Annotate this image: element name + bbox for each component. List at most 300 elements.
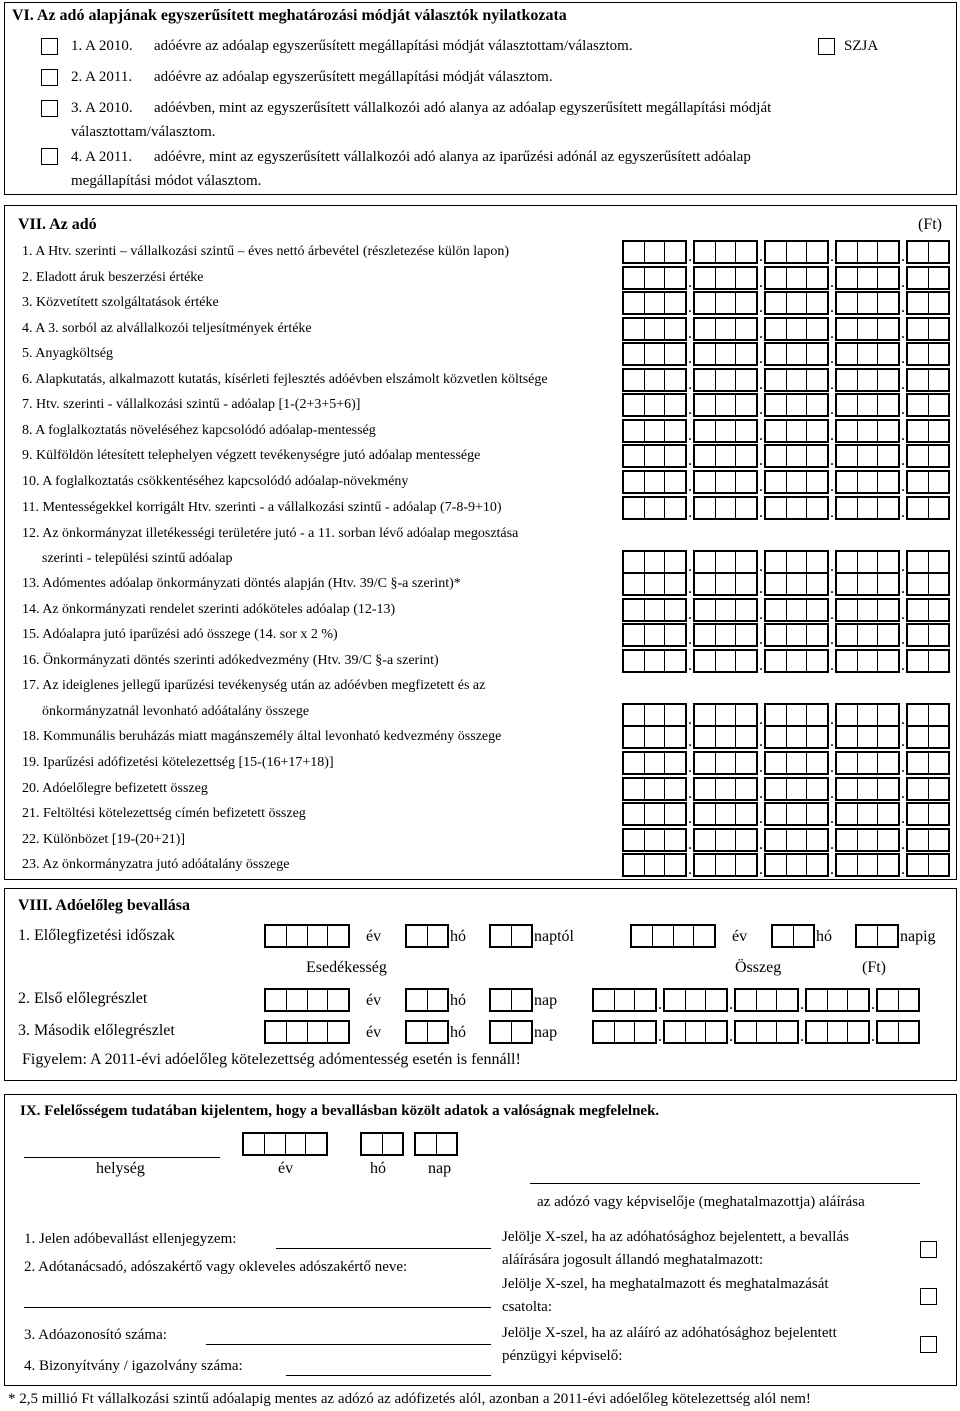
row-21-amount-group-5[interactable] — [906, 802, 950, 826]
row-3-amount-group-4[interactable] — [835, 291, 900, 315]
thousands-separator: . — [729, 1028, 733, 1045]
row-20-amount-group-1[interactable] — [622, 777, 687, 801]
first-installment-label: 2. Első előlegrészlet — [18, 990, 148, 1007]
row-20-amount-group-3[interactable] — [764, 777, 829, 801]
row-11-amount-group-2[interactable] — [693, 496, 758, 520]
check-1-text: Jelölje X-szel, ha az adóhatósághoz bejelentett, a bevallás — [502, 1229, 849, 1245]
row-10-amount-group-2[interactable] — [693, 470, 758, 494]
row-3-amount-group-3[interactable] — [764, 291, 829, 315]
thousands-separator: . — [901, 274, 905, 291]
period-to-day[interactable] — [855, 924, 899, 948]
thousands-separator: . — [830, 325, 834, 342]
row-15-amount-group-1[interactable] — [622, 623, 687, 647]
period-from-day[interactable] — [489, 924, 533, 948]
row-23-amount-group-4[interactable] — [835, 853, 900, 877]
row-3-amount-group-5[interactable] — [906, 291, 950, 315]
row-21-label: 21. Feltöltési kötelezettség címén befizetett összeg — [22, 806, 306, 821]
thousands-separator: . — [688, 452, 692, 469]
thousands-separator: . — [759, 248, 763, 265]
row-5-amount-group-2[interactable] — [693, 342, 758, 366]
row-15-amount-group-5[interactable] — [906, 623, 950, 647]
thousands-separator: . — [759, 657, 763, 674]
second-due-year-label: év — [366, 1024, 382, 1041]
second-due-month-label: hó — [450, 1024, 466, 1041]
row-18-amount-group-5[interactable] — [906, 725, 950, 749]
first-due-day[interactable] — [489, 988, 533, 1012]
row-16-label: 16. Önkormányzati döntés szerinti adókedvezmény (Htv. 39/C §-a szerint) — [22, 653, 439, 668]
row-1-amount-group-2[interactable] — [693, 240, 758, 264]
row-23-amount-group-1[interactable] — [622, 853, 687, 877]
thousands-separator: . — [901, 711, 905, 728]
row-8-amount-group-2[interactable] — [693, 419, 758, 443]
row-22-amount-group-3[interactable] — [764, 828, 829, 852]
thousands-separator: . — [759, 861, 763, 878]
row-18-label: 18. Kommunális beruházás miatt magánszemély által levonható kedvezmény összege — [22, 729, 502, 744]
row-8-amount-group-1[interactable] — [622, 419, 687, 443]
certificate-label: 4. Bizonyítvány / igazolvány száma: — [24, 1358, 243, 1374]
day-label: nap — [428, 1160, 452, 1177]
attached-proxy-checkbox[interactable] — [920, 1288, 937, 1305]
thousands-separator: . — [830, 504, 834, 521]
row-4-amount-group-5[interactable] — [906, 317, 950, 341]
section-vii-title: VII. Az adó — [18, 216, 97, 233]
row-9-amount-group-1[interactable] — [622, 444, 687, 468]
thousands-separator: . — [800, 996, 804, 1013]
row-13-amount-group-3[interactable] — [764, 572, 829, 596]
thousands-separator: . — [830, 785, 834, 802]
row-6-amount-group-2[interactable] — [693, 368, 758, 392]
check-3-text: Jelölje X-szel, ha az aláíró az adóhatósághoz bejelentett — [502, 1325, 837, 1341]
thousands-separator: . — [688, 299, 692, 316]
sign-month[interactable] — [360, 1132, 404, 1156]
option-1-checkbox[interactable] — [41, 38, 58, 55]
advisor-name-line[interactable] — [24, 1307, 491, 1308]
row-9-amount-group-4[interactable] — [835, 444, 900, 468]
first-amount-group-2[interactable] — [663, 988, 728, 1012]
row-15-label: 15. Adóalapra jutó iparűzési adó összege (14. sor x 2 %) — [22, 627, 338, 642]
thousands-separator: . — [901, 836, 905, 853]
row-3-amount-group-2[interactable] — [693, 291, 758, 315]
row-13-amount-group-2[interactable] — [693, 572, 758, 596]
row-22-amount-group-5[interactable] — [906, 828, 950, 852]
thousands-separator: . — [759, 759, 763, 776]
row-10-amount-group-1[interactable] — [622, 470, 687, 494]
first-amount-group-5[interactable] — [876, 988, 920, 1012]
row-21-amount-group-1[interactable] — [622, 802, 687, 826]
option-4-num: 4. A 2011. — [71, 149, 133, 165]
warning-text: Figyelem: A 2011-évi adóelőleg kötelezettség adómentesség esetén is fennáll! — [22, 1051, 521, 1068]
row-16-amount-group-1[interactable] — [622, 649, 687, 673]
option-3-num: 3. A 2010. — [71, 100, 133, 116]
thousands-separator: . — [830, 861, 834, 878]
first-due-month-label: hó — [450, 992, 466, 1009]
thousands-separator: . — [800, 1028, 804, 1045]
second-due-year[interactable] — [264, 1020, 350, 1044]
row-4-amount-group-4[interactable] — [835, 317, 900, 341]
row-11-amount-group-1[interactable] — [622, 496, 687, 520]
thousands-separator: . — [830, 248, 834, 265]
row-23-amount-group-2[interactable] — [693, 853, 758, 877]
thousands-separator: . — [901, 631, 905, 648]
option-4-checkbox[interactable] — [41, 148, 58, 165]
row-15-amount-group-4[interactable] — [835, 623, 900, 647]
thousands-separator: . — [830, 657, 834, 674]
thousands-separator: . — [901, 733, 905, 750]
row-4-amount-group-2[interactable] — [693, 317, 758, 341]
row-17-amount-group-4[interactable] — [835, 703, 900, 727]
row-1-label: 1. A Htv. szerinti – vállalkozási szintű – éves nettó árbevétel (részletezése külön lapon) — [22, 244, 509, 259]
row-10-amount-group-4[interactable] — [835, 470, 900, 494]
first-due-year[interactable] — [264, 988, 350, 1012]
row-21-amount-group-4[interactable] — [835, 802, 900, 826]
row-9-amount-group-3[interactable] — [764, 444, 829, 468]
period-from-day-label: naptól — [534, 928, 574, 945]
thousands-separator: . — [658, 1028, 662, 1045]
thousands-separator: . — [759, 350, 763, 367]
thousands-separator: . — [688, 759, 692, 776]
option-3-checkbox[interactable] — [41, 100, 58, 117]
thousands-separator: . — [688, 657, 692, 674]
row-5-amount-group-5[interactable] — [906, 342, 950, 366]
thousands-separator: . — [688, 558, 692, 575]
row-12-amount-group-5[interactable] — [906, 550, 950, 574]
row-18-amount-group-1[interactable] — [622, 725, 687, 749]
tax-id-label: 3. Adóazonosító száma: — [24, 1327, 167, 1343]
thousands-separator: . — [830, 759, 834, 776]
row-16-amount-group-3[interactable] — [764, 649, 829, 673]
option-3-text: adóévben, mint az egyszerűsített vállalkozói adó alanya az adóalap egyszerűsített megállapítási módját — [154, 100, 772, 116]
row-11-label: 11. Mentességekkel korrigált Htv. szerinti - a vállalkozási szintű - adóalap (7-8-9+10) — [22, 500, 502, 515]
thousands-separator: . — [759, 452, 763, 469]
row-19-amount-group-4[interactable] — [835, 751, 900, 775]
thousands-separator: . — [688, 504, 692, 521]
row-19-label: 19. Iparűzési adófizetési kötelezettség [15-(16+17+18)] — [22, 755, 334, 770]
row-22-amount-group-2[interactable] — [693, 828, 758, 852]
row-10-amount-group-5[interactable] — [906, 470, 950, 494]
row-20-amount-group-5[interactable] — [906, 777, 950, 801]
thousands-separator: . — [830, 810, 834, 827]
row-12-amount-group-2[interactable] — [693, 550, 758, 574]
section-viii-title: VIII. Adóelőleg bevallása — [18, 897, 191, 914]
row-13-amount-group-1[interactable] — [622, 572, 687, 596]
second-due-day[interactable] — [489, 1020, 533, 1044]
row-4-label: 4. A 3. sorból az alvállalkozói teljesítmények értéke — [22, 321, 312, 336]
row-13-label: 13. Adómentes adóalap önkormányzati döntés alapján (Htv. 39/C §-a szerint)* — [22, 576, 461, 591]
thousands-separator: . — [830, 401, 834, 418]
place-line — [24, 1157, 220, 1158]
check-1-text-cont: aláírására jogosult állandó meghatalmazott: — [502, 1252, 764, 1268]
row-16-amount-group-5[interactable] — [906, 649, 950, 673]
row-23-amount-group-3[interactable] — [764, 853, 829, 877]
row-2-amount-group-1[interactable] — [622, 266, 687, 290]
thousands-separator: . — [759, 504, 763, 521]
row-4-amount-group-1[interactable] — [622, 317, 687, 341]
thousands-separator: . — [901, 657, 905, 674]
amount-unit: (Ft) — [862, 959, 886, 976]
period-from-month[interactable] — [405, 924, 449, 948]
row-19-amount-group-5[interactable] — [906, 751, 950, 775]
row-1-amount-group-1[interactable] — [622, 240, 687, 264]
row-11-amount-group-5[interactable] — [906, 496, 950, 520]
row-17-amount-group-1[interactable] — [622, 703, 687, 727]
thousands-separator: . — [759, 274, 763, 291]
row-11-amount-group-3[interactable] — [764, 496, 829, 520]
thousands-separator: . — [830, 452, 834, 469]
thousands-separator: . — [901, 504, 905, 521]
row-14-amount-group-1[interactable] — [622, 598, 687, 622]
thousands-separator: . — [901, 580, 905, 597]
row-7-amount-group-1[interactable] — [622, 393, 687, 417]
section-vii-unit: (Ft) — [918, 216, 942, 233]
row-12-amount-group-1[interactable] — [622, 550, 687, 574]
row-6-label: 6. Alapkutatás, alkalmazott kutatás, kísérleti fejlesztés adóévben elszámolt közvetlen költsége — [22, 372, 548, 387]
row-21-amount-group-2[interactable] — [693, 802, 758, 826]
sign-year[interactable] — [242, 1132, 328, 1156]
thousands-separator: . — [688, 350, 692, 367]
row-14-amount-group-4[interactable] — [835, 598, 900, 622]
second-amount-group-3[interactable] — [734, 1020, 799, 1044]
thousands-separator: . — [759, 580, 763, 597]
row-19-amount-group-1[interactable] — [622, 751, 687, 775]
thousands-separator: . — [688, 248, 692, 265]
signature-label: az adózó vagy képviselője (meghatalmazottja) aláírása — [537, 1194, 865, 1210]
thousands-separator: . — [688, 711, 692, 728]
thousands-separator: . — [830, 350, 834, 367]
financial-rep-checkbox[interactable] — [920, 1336, 937, 1353]
option-2-checkbox[interactable] — [41, 69, 58, 86]
row-7-amount-group-5[interactable] — [906, 393, 950, 417]
thousands-separator: . — [688, 836, 692, 853]
thousands-separator: . — [830, 733, 834, 750]
thousands-separator: . — [830, 478, 834, 495]
row-23-amount-group-5[interactable] — [906, 853, 950, 877]
thousands-separator: . — [901, 325, 905, 342]
period-to-year-label: év — [732, 928, 748, 945]
thousands-separator: . — [759, 376, 763, 393]
first-amount-group-1[interactable] — [592, 988, 657, 1012]
row-13-amount-group-4[interactable] — [835, 572, 900, 596]
first-amount-group-4[interactable] — [805, 988, 870, 1012]
thousands-separator: . — [901, 452, 905, 469]
row-8-amount-group-3[interactable] — [764, 419, 829, 443]
place-label: helység — [96, 1160, 145, 1177]
row-11-amount-group-4[interactable] — [835, 496, 900, 520]
footnote: * 2,5 millió Ft vállalkozási szintű adóalapig mentes az adózó az adófizetés alól, azonban a 2011-évi adóelőleg kötelezettség alól nem! — [8, 1391, 811, 1407]
thousands-separator: . — [830, 299, 834, 316]
row-12-amount-group-3[interactable] — [764, 550, 829, 574]
row-16-amount-group-4[interactable] — [835, 649, 900, 673]
thousands-separator: . — [688, 810, 692, 827]
szja-label: SZJA — [844, 38, 879, 54]
row-9-amount-group-5[interactable] — [906, 444, 950, 468]
thousands-separator: . — [759, 299, 763, 316]
row-17-amount-group-5[interactable] — [906, 703, 950, 727]
row-1-amount-group-5[interactable] — [906, 240, 950, 264]
thousands-separator: . — [759, 785, 763, 802]
certificate-line[interactable] — [286, 1375, 491, 1376]
thousands-separator: . — [658, 996, 662, 1013]
period-from-month-label: hó — [450, 928, 466, 945]
thousands-separator: . — [759, 427, 763, 444]
row-17-amount-group-2[interactable] — [693, 703, 758, 727]
row-16-amount-group-2[interactable] — [693, 649, 758, 673]
row-9-label: 9. Külföldön létesített telephelyen végzett tevékenységre jutó adóalap mentessége — [22, 448, 481, 463]
option-4-text-cont: megállapítási módot választom. — [71, 173, 262, 189]
row-20-label: 20. Adóelőlegre befizetett összeg — [22, 781, 208, 796]
row-6-amount-group-1[interactable] — [622, 368, 687, 392]
row-3-amount-group-1[interactable] — [622, 291, 687, 315]
row-1-amount-group-4[interactable] — [835, 240, 900, 264]
row-12-label-cont: szerinti - települési szintű adóalap — [42, 551, 233, 566]
thousands-separator: . — [901, 810, 905, 827]
thousands-separator: . — [688, 478, 692, 495]
row-18-amount-group-2[interactable] — [693, 725, 758, 749]
period-to-month[interactable] — [771, 924, 815, 948]
thousands-separator: . — [759, 711, 763, 728]
thousands-separator: . — [729, 996, 733, 1013]
thousands-separator: . — [688, 733, 692, 750]
row-6-amount-group-3[interactable] — [764, 368, 829, 392]
thousands-separator: . — [688, 427, 692, 444]
second-amount-group-1[interactable] — [592, 1020, 657, 1044]
thousands-separator: . — [688, 325, 692, 342]
thousands-separator: . — [901, 558, 905, 575]
row-2-amount-group-2[interactable] — [693, 266, 758, 290]
first-due-year-label: év — [366, 992, 382, 1009]
row-12-amount-group-4[interactable] — [835, 550, 900, 574]
first-due-month[interactable] — [405, 988, 449, 1012]
row-17-amount-group-3[interactable] — [764, 703, 829, 727]
thousands-separator: . — [830, 274, 834, 291]
thousands-separator: . — [871, 996, 875, 1013]
thousands-separator: . — [759, 325, 763, 342]
thousands-separator: . — [688, 861, 692, 878]
thousands-separator: . — [759, 401, 763, 418]
second-amount-group-2[interactable] — [663, 1020, 728, 1044]
countersign-line[interactable] — [276, 1248, 491, 1249]
row-8-amount-group-4[interactable] — [835, 419, 900, 443]
row-5-amount-group-4[interactable] — [835, 342, 900, 366]
section-ix-title: IX. Felelősségem tudatában kijelentem, hogy a bevallásban közölt adatok a valóságnak megfelelnek. — [20, 1103, 660, 1119]
option-4-text: adóévre, mint az egyszerűsített vállalkozói adó alanya az iparűzési adónál az egyszerűsített adóalap — [154, 149, 751, 165]
row-19-amount-group-3[interactable] — [764, 751, 829, 775]
second-due-month[interactable] — [405, 1020, 449, 1044]
advisor-name-label: 2. Adótanácsadó, adószakértő vagy okleveles adószakértő neve: — [24, 1259, 408, 1275]
check-2-text: Jelölje X-szel, ha meghatalmazott és meghatalmazását — [502, 1276, 829, 1292]
row-21-amount-group-3[interactable] — [764, 802, 829, 826]
row-9-amount-group-2[interactable] — [693, 444, 758, 468]
row-22-amount-group-4[interactable] — [835, 828, 900, 852]
first-due-day-label: nap — [534, 992, 558, 1009]
thousands-separator: . — [688, 580, 692, 597]
period-from-year[interactable] — [264, 924, 350, 948]
row-17-label: 17. Az ideiglenes jellegű iparűzési tevékenység után az adóévben megfizetett és az — [22, 678, 486, 693]
row-18-amount-group-3[interactable] — [764, 725, 829, 749]
row-2-amount-group-4[interactable] — [835, 266, 900, 290]
thousands-separator: . — [759, 836, 763, 853]
option-3-text-cont: választottam/választom. — [71, 124, 216, 140]
row-12-label: 12. Az önkormányzat illetékességi területére jutó - a 11. sorban lévő adóalap megosztása — [22, 526, 519, 541]
thousands-separator: . — [901, 861, 905, 878]
row-6-amount-group-4[interactable] — [835, 368, 900, 392]
due-date-header: Esedékesség — [306, 959, 387, 976]
thousands-separator: . — [688, 401, 692, 418]
option-2-num: 2. A 2011. — [71, 69, 133, 85]
second-amount-group-5[interactable] — [876, 1020, 920, 1044]
row-2-amount-group-3[interactable] — [764, 266, 829, 290]
period-to-day-label: napig — [900, 928, 936, 945]
row-14-label: 14. Az önkormányzati rendelet szerinti adóköteles adóalap (12-13) — [22, 602, 396, 617]
row-4-amount-group-3[interactable] — [764, 317, 829, 341]
permanent-proxy-checkbox[interactable] — [920, 1241, 937, 1258]
row-6-amount-group-5[interactable] — [906, 368, 950, 392]
option-2-text: adóévre az adóalap egyszerűsített megállapítási módját választom. — [154, 69, 553, 85]
thousands-separator: . — [830, 376, 834, 393]
amount-header: Összeg — [735, 959, 782, 976]
period-to-year[interactable] — [630, 924, 716, 948]
row-14-amount-group-2[interactable] — [693, 598, 758, 622]
thousands-separator: . — [871, 1028, 875, 1045]
thousands-separator: . — [901, 350, 905, 367]
thousands-separator: . — [830, 631, 834, 648]
row-7-amount-group-4[interactable] — [835, 393, 900, 417]
row-7-amount-group-2[interactable] — [693, 393, 758, 417]
row-8-amount-group-5[interactable] — [906, 419, 950, 443]
thousands-separator: . — [688, 785, 692, 802]
period-from-year-label: év — [366, 928, 382, 945]
row-5-amount-group-3[interactable] — [764, 342, 829, 366]
thousands-separator: . — [759, 810, 763, 827]
sign-day[interactable] — [414, 1132, 458, 1156]
row-10-amount-group-3[interactable] — [764, 470, 829, 494]
check-2-text-cont: csatolta: — [502, 1299, 552, 1315]
row-14-amount-group-5[interactable] — [906, 598, 950, 622]
row-1-amount-group-3[interactable] — [764, 240, 829, 264]
thousands-separator: . — [901, 299, 905, 316]
row-7-amount-group-3[interactable] — [764, 393, 829, 417]
thousands-separator: . — [688, 631, 692, 648]
row-17-label-cont: önkormányzatnál levonható adóátalány összege — [42, 704, 310, 719]
row-8-label: 8. A foglalkoztatás növeléséhez kapcsolódó adóalap-mentesség — [22, 423, 376, 438]
thousands-separator: . — [759, 558, 763, 575]
thousands-separator: . — [901, 248, 905, 265]
row-5-amount-group-1[interactable] — [622, 342, 687, 366]
row-20-amount-group-4[interactable] — [835, 777, 900, 801]
thousands-separator: . — [830, 711, 834, 728]
thousands-separator: . — [830, 580, 834, 597]
row-19-amount-group-2[interactable] — [693, 751, 758, 775]
row-13-amount-group-5[interactable] — [906, 572, 950, 596]
first-amount-group-3[interactable] — [734, 988, 799, 1012]
thousands-separator: . — [830, 427, 834, 444]
row-20-amount-group-2[interactable] — [693, 777, 758, 801]
row-18-amount-group-4[interactable] — [835, 725, 900, 749]
row-3-label: 3. Közvetített szolgáltatások értéke — [22, 295, 219, 310]
second-amount-group-4[interactable] — [805, 1020, 870, 1044]
row-22-label: 22. Különbözet [19-(20+21)] — [22, 832, 186, 847]
szja-checkbox[interactable] — [818, 38, 835, 55]
row-22-amount-group-1[interactable] — [622, 828, 687, 852]
row-14-amount-group-3[interactable] — [764, 598, 829, 622]
thousands-separator: . — [901, 427, 905, 444]
row-2-amount-group-5[interactable] — [906, 266, 950, 290]
row-15-amount-group-3[interactable] — [764, 623, 829, 647]
year-label: év — [278, 1160, 294, 1177]
row-15-amount-group-2[interactable] — [693, 623, 758, 647]
tax-id-line[interactable] — [206, 1344, 491, 1345]
thousands-separator: . — [901, 376, 905, 393]
thousands-separator: . — [901, 759, 905, 776]
